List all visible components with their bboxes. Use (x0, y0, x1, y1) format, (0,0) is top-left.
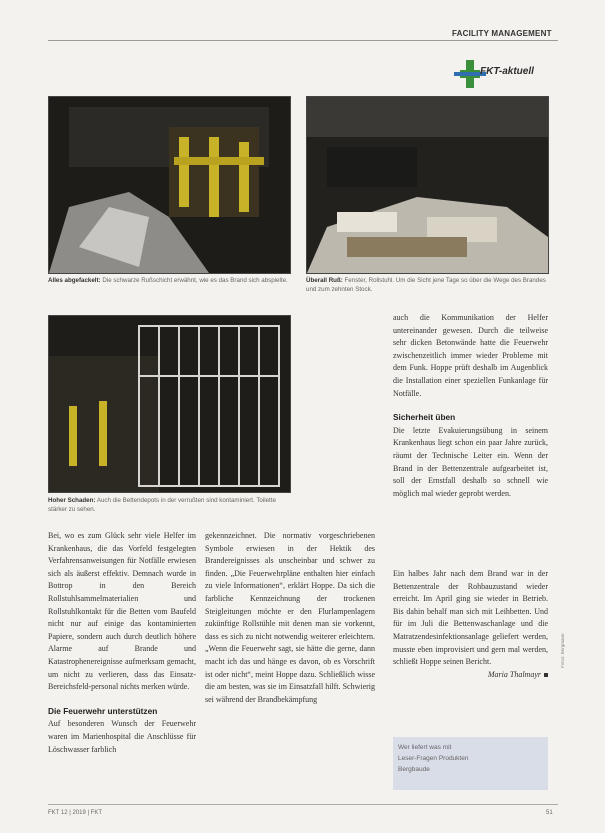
photo-credit: Fotos: Bergmann (560, 633, 565, 668)
logo-text: FKT-aktuell (480, 66, 534, 77)
page-number: 51 (546, 810, 553, 816)
article-column-right-top (393, 312, 548, 500)
paragraph: auch die Kommunikation der Helfer untereinander gewesen. Durch die teilweise sehr dicken Betonwände hatte die Feuerwehr zwischenzeitlich immer wieder Probleme mit dem Funk. Hoppe prüft deshalb im Augenblick die Installation einer speziellen Funkanlage für Notfälle. (393, 313, 548, 398)
article-author: Maria Thalmayr (487, 669, 541, 679)
caption-1-title: Alles abgefackelt: (48, 277, 101, 284)
article-column-right-bottom (393, 568, 548, 681)
paragraph: Die letzte Evakuierungsübung in seinem Krankenhaus liegt schon ein paar Jahre zurück, räumt der Technische Leiter ein. Wenn der Brand in der Bettenzentrale aufgearbeitet ist, soll der Ernstfall deshalb so schnell wie möglich mal wieder geprobt werden. (393, 425, 548, 498)
photo-burnt-equipment (48, 96, 291, 274)
footer-rule (48, 804, 558, 805)
paragraph: Bei, wo es zum Glück sehr viele Helfer im Krankenhaus, die das Vorfeld festgelegten Verfahrensanweisungen für Notfälle erwiesen sich als äußerst effektiv. Demnach wurde in Bottrop in den Bereich Rollstuhlsammelmaterialien und Rollstuhlkontakt für die Betten vom Baufeld nicht nur auf einige das kontaminierten Papiere, sondern auch durch deutlich höhere Alarme auf Brande und Katastrophenereignisse aufmerksam gemacht, um nicht zu verlieren, dass das Einsatz-Bereichsfeld-personal nichts merken würde. (48, 531, 196, 692)
info-line: Leser-Fragen Produkten (398, 755, 469, 762)
end-mark-icon (544, 673, 548, 677)
photo-bed-frames (48, 315, 291, 493)
article-column-middle (205, 530, 375, 706)
info-line: Wer liefert was mit (398, 744, 452, 751)
subheading: Sicherheit üben (393, 412, 456, 423)
caption-3-text: Auch die Bettendepots in der verrußten sind kontaminiert. Toilette stärker zu sehen. (48, 497, 276, 513)
photo-sooty-beds (306, 96, 549, 274)
header-rule (48, 40, 558, 41)
article-column-left (48, 530, 196, 756)
caption-1-text: Die schwarze Rußschicht erwähnt, wie es das Brand sich abspielte. (102, 277, 288, 284)
footer-issue: FKT 12 | 2019 | FKT (48, 810, 103, 816)
subheading: Die Feuerwehr unterstützen (48, 705, 158, 716)
caption-3-title: Hoher Schaden: (48, 497, 96, 504)
caption-2-title: Überall Ruß: (306, 277, 343, 284)
section-header: FACILITY MANAGEMENT (452, 29, 552, 38)
paragraph: gekennzeichnet. Die normativ vorgeschriebenen Symbole erwiesen in der Hektik des Brandereignisses als unscheinbar und schwer zu finden. „Die Feuerwehrpläne enthalten hier einfach zu viele Informationen“, erklärt Hoppe. Da sich die farbliche Kennzeichnung der trockenen Steigleitungen möchte er den Flurlampenlagern zukünftige Rollstühle mit denen man sie vorkennt, dass es sich zu nicht notwendig weiterer erleichtern. „Wenn die Feuerwehr sagt, sie hätte die gerne, dann macht ich das und hänge es davon, ob es Vorschrift ist oder nicht“, meint Hoppe dazu. Schließlich wisse die am besten, was sie im Einsatzfall hilft. Schwierig sei während der Brandbekämpfung (205, 531, 375, 704)
paragraph: Ein halbes Jahr nach dem Brand war in der Bettenzentrale der Rohbauzustand wieder erreicht. Im April ging sie wieder in Betrieb. Bis dahin behalf man sich mit Leihbetten. Und für im Juli die Bettenwaschanlage und die Matratzendesinfektionsanlage geliefert werden, musste eben improvisiert und gern mal werden, schließt Hoppe seinen Bericht. (393, 569, 548, 667)
info-line: Bergbaude (398, 766, 430, 773)
info-box (393, 737, 548, 790)
caption-2-text: Fenster, Rollstuhl. Um die Sicht jene Tage so über die Wege des Brandes und zum zehnten Stock. (306, 277, 546, 293)
paragraph: Auf besonderen Wunsch der Feuerwehr waren im Marienhospital die Anschlüsse für Löschwasser farblich (48, 719, 196, 754)
